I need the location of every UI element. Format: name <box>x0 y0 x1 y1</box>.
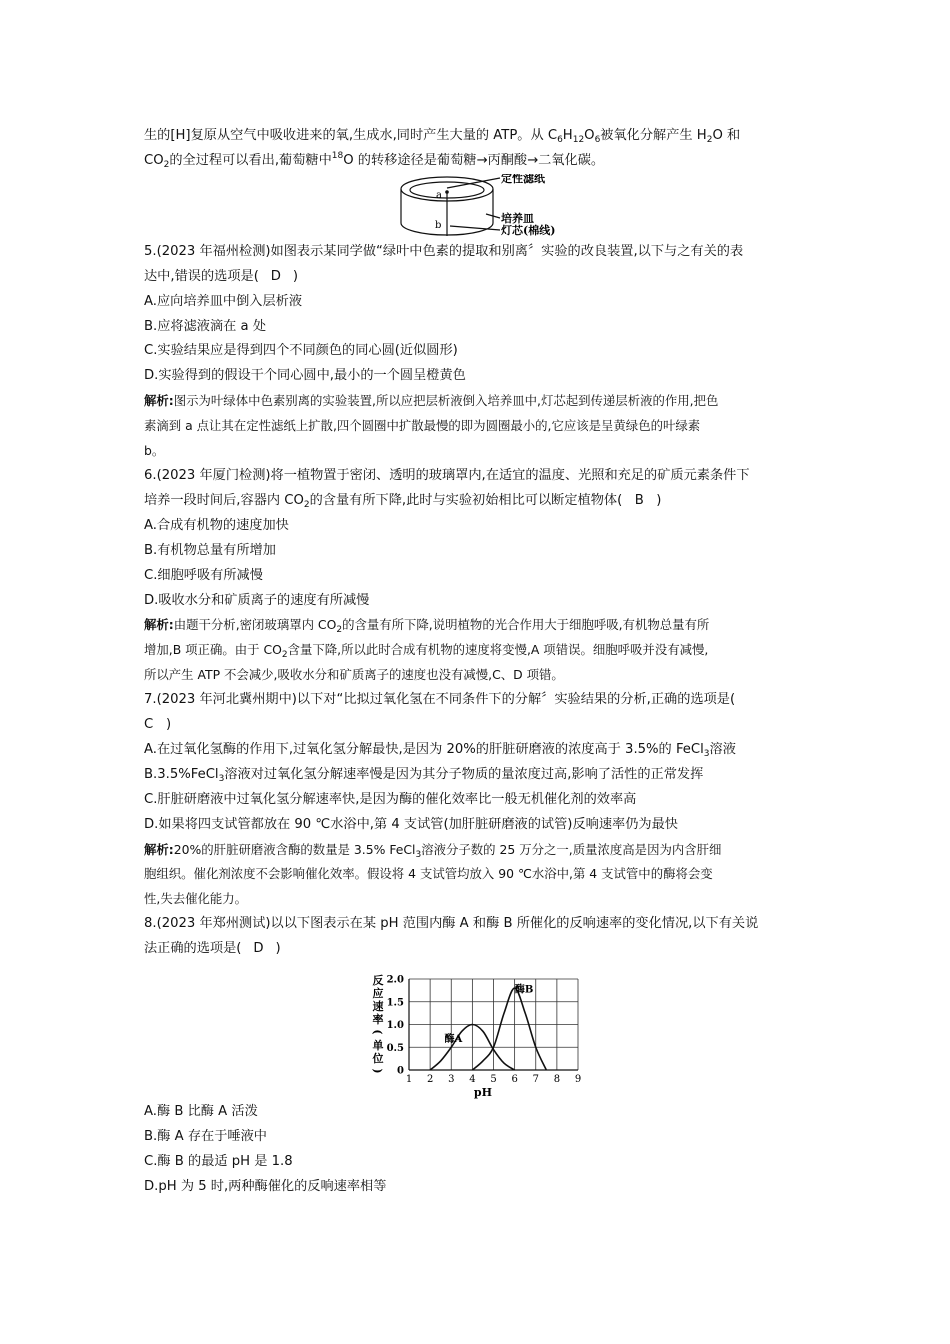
y-axis-label-char: 位 <box>372 1052 384 1066</box>
q7-option-a: A.在过氧化氢酶的作用下,过氧化氢分解最快,是因为 20%的肝脏研磨液的浓度高于 3.5%的 FeCl$_3$溶液 <box>144 741 736 759</box>
q7-stem-1: 7.(2023 年河北冀州期中)以下对“比拟过氧化氢在不同条件下的分解〞实验结果的分析,正确的选项是( <box>144 692 736 708</box>
series-label-enzyme-a: 酶A <box>444 1033 463 1045</box>
y-axis-label-char: 率 <box>372 1013 384 1027</box>
y-tick-label: 1.5 <box>386 997 404 1009</box>
q6-analysis-3: 所以产生 ATP 不会减少,吸收水分和矿质离子的速度也没有减慢,C、D 项错。 <box>144 667 564 683</box>
q7-analysis-2: 胞组织。催化剂浓度不会影响催化效率。假设将 4 支试管均放入 90 ℃水浴中,第 4 支试管中的酶将会变 <box>144 866 713 882</box>
intro-line-1: 生的[H]复原从空气中吸收进来的氧,生成水,同时产生大量的 ATP。从 $C_6H_{12}O_6$被氧化分解产生 $H_2O$ 和 <box>144 128 741 145</box>
x-tick-label: 6 <box>511 1074 518 1086</box>
wick-label: 灯芯(棉线) <box>501 223 556 237</box>
q7-analysis-1: 解析:20%的肝脏研磨液含酶的数量是 3.5% FeCl$_3$溶液分子数的 25 万分之一,质量浓度高是因为内含肝细 <box>144 841 722 860</box>
series-label-enzyme-b: 酶B <box>514 984 534 996</box>
q5-option-d: D.实验得到的假设干个同心圆中,最小的一个圆呈橙黄色 <box>144 368 466 384</box>
q7-option-b: B.3.5%FeCl$_3$溶液对过氧化氢分解速率慢是因为其分子物质的量浓度过高,影响了活性的正常发挥 <box>144 766 704 784</box>
q7-answer: C <box>144 717 154 733</box>
x-tick-label: 9 <box>574 1074 582 1086</box>
q6-analysis-1: 解析:由题干分析,密闭玻璃罩内 $CO_2$的含量有所下降,说明植物的光合作用大于细胞呼吸,有机物总量有所 <box>144 617 710 636</box>
q7-option-d: D.如果将四支试管都放在 90 ℃水浴中,第 4 支试管(加肝脏研磨液的试管)反响速率仍为最快 <box>144 816 678 832</box>
q6-analysis-2: 增加,B 项正确。由于 $CO_2$含量下降,所以此时合成有机物的速度将变慢,A 项错误。细胞呼吸并没有减慢, <box>144 642 709 661</box>
point-b-label: b <box>435 219 442 231</box>
y-axis-label-char: 应 <box>372 987 384 1001</box>
q7-stem-2: C ) <box>144 713 809 738</box>
dish-label: 培养皿 <box>501 211 534 225</box>
q8-stem-1: 8.(2023 年郑州测试)以以下图表示在某 pH 范围内酶 A 和酶 B 所催化的反响速率的变化情况,以下有关说 <box>144 916 759 932</box>
q5-option-b: B.应将滤液滴在 a 处 <box>144 318 267 334</box>
y-tick-label: 2.0 <box>386 974 404 986</box>
y-axis-label-char: 速 <box>372 1000 384 1014</box>
x-tick-label: 8 <box>553 1074 561 1086</box>
q6-option-c: C.细胞呼吸有所减慢 <box>144 567 263 583</box>
document-page <box>144 124 809 1200</box>
q8-option-a: A.酶 B 比酶 A 活泼 <box>144 1104 258 1120</box>
q5-answer: D <box>270 268 281 284</box>
point-a-label: a <box>436 189 442 201</box>
dish-figure <box>144 174 809 240</box>
q6-option-a: A.合成有机物的速度加快 <box>144 517 289 533</box>
y-axis-label-char: ) <box>371 1068 384 1074</box>
x-tick-label: 2 <box>426 1074 434 1086</box>
q5-option-c: C.实验结果应是得到四个不同颜色的同心圆(近似圆形) <box>144 343 458 359</box>
x-axis-label: pH <box>473 1086 492 1100</box>
q6-option-d: D.吸收水分和矿质离子的速度有所减慢 <box>144 592 370 608</box>
q5-analysis-2: 素滴到 a 点让其在定性滤纸上扩散,四个圆圈中扩散最慢的即为圆圈最小的,它应该是呈黄绿色的叶绿素 <box>144 418 701 434</box>
q7-option-c: C.肝脏研磨液中过氧化氢分解速率快,是因为酶的催化效率比一般无机催化剂的效率高 <box>144 791 637 807</box>
q6-stem-1: 6.(2023 年厦门检测)将一植物置于密闭、透明的玻璃罩内,在适宜的温度、光照和充足的矿质元素条件下 <box>144 467 750 483</box>
q8-answer: D <box>253 941 264 957</box>
q6-answer: B <box>634 492 644 508</box>
x-tick-label: 5 <box>490 1074 497 1086</box>
dish-diagram <box>144 174 809 240</box>
y-axis-label-char: 单 <box>372 1039 384 1053</box>
q7-analysis-3: 性,失去催化能力。 <box>144 891 248 907</box>
series-line-enzyme-b <box>472 988 546 1070</box>
x-tick-label: 1 <box>405 1074 413 1086</box>
q8-stem-2: 法正确的选项是( D ) <box>144 937 809 962</box>
enzyme-chart-svg <box>144 962 809 1100</box>
q5-stem-2: 达中,错误的选项是( D ) <box>144 265 809 290</box>
q8-option-c: C.酶 B 的最适 pH 是 1.8 <box>144 1153 293 1169</box>
intro-line-2: $CO_2$的全过程可以看出,葡萄糖中$^{18}$O 的转移途径是葡萄糖→丙酮酸→二氧化碳。 <box>144 150 605 170</box>
x-tick-label: 4 <box>469 1074 476 1086</box>
q6-option-b: B.有机物总量有所增加 <box>144 542 276 558</box>
q5-option-a: A.应向培养皿中倒入层析液 <box>144 293 303 309</box>
q6-stem-2: 培养一段时间后,容器内 $CO_2$的含量有所下降,此时与实验初始相比可以断定植物体( B ) <box>144 489 809 514</box>
q8-option-b: B.酶 A 存在于唾液中 <box>144 1129 267 1144</box>
y-tick-label: 0.5 <box>386 1042 404 1054</box>
q5-analysis-1: 解析:图示为叶绿体中色素别离的实验装置,所以应把层析液倒入培养皿中,灯芯起到传递层析液的作用,把色 <box>144 393 719 409</box>
filter-paper-label: 定性滤纸 <box>501 173 545 185</box>
x-tick-label: 3 <box>448 1074 455 1086</box>
enzyme-chart <box>144 962 809 1100</box>
y-tick-label: 1.0 <box>386 1020 404 1032</box>
y-tick-label: 0 <box>397 1065 404 1077</box>
y-axis-label-char: ( <box>371 1029 384 1035</box>
q5-stem-1: 5.(2023 年福州检测)如图表示某同学做“绿叶中色素的提取和别离〞实验的改良装置,以下与之有关的表 <box>144 243 744 259</box>
x-tick-label: 7 <box>532 1074 539 1086</box>
y-axis-label-char: 反 <box>372 974 384 988</box>
q8-option-d: D.pH 为 5 时,两种酶催化的反响速率相等 <box>144 1178 387 1194</box>
q5-analysis-3: b。 <box>144 443 165 459</box>
